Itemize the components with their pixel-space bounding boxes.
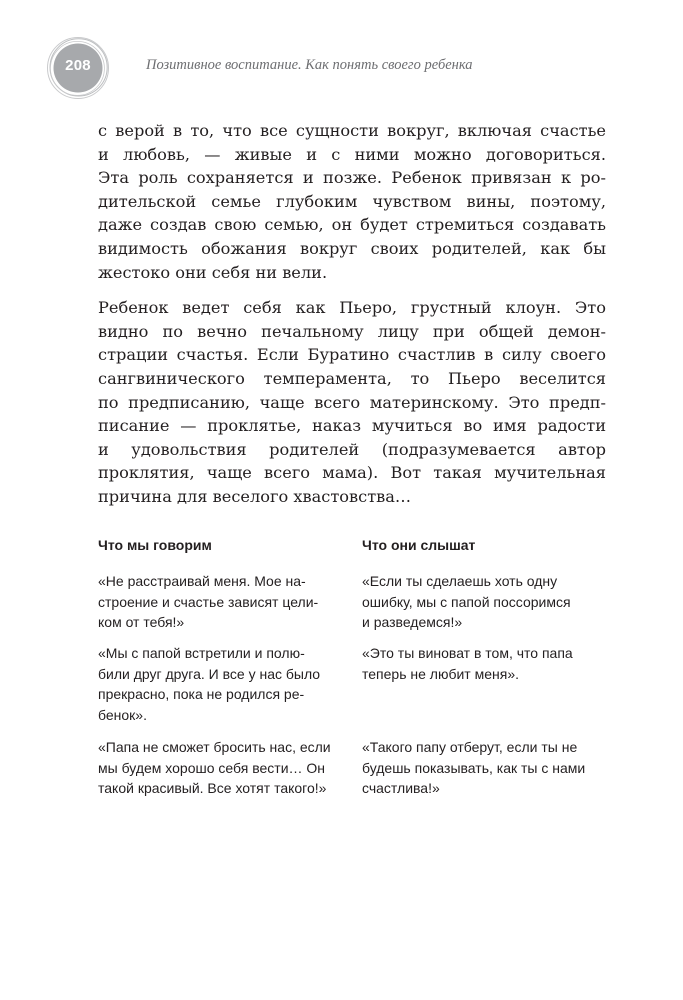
text-line: проклятия, чаще всего мама). Вот такая мучительная — [98, 463, 606, 483]
text-line: прекрасно, пока не родился ре- — [98, 686, 305, 702]
text-line: бенок». — [98, 706, 147, 723]
text-line: страции счастья. Если Буратино счастлив в силу своего — [98, 345, 606, 365]
column-header: Что мы говорим — [98, 537, 212, 553]
text-line: Ребенок ведет себя как Пьеро, грустный клоун. Это — [98, 298, 606, 318]
text-line: били друг друга. И все у нас было — [98, 665, 321, 682]
text-line: даже создав свою семью, он будет стремиться создавать — [98, 215, 606, 235]
table-cell — [98, 737, 348, 799]
text-line: мы будем хорошо себя вести… Он — [98, 759, 326, 776]
text-line: писание — проклятье, наказ мучиться во имя радости — [98, 416, 606, 436]
text-line: «Папа не сможет бросить нас, если — [98, 739, 331, 755]
text-line: ком от тебя!» — [98, 614, 185, 630]
paragraph — [98, 296, 606, 508]
running-header-title: Позитивное воспитание. Как понять своего ребенка — [146, 57, 473, 73]
table-cell — [98, 571, 348, 633]
text-line: ошибку, мы с папой поссоримся — [362, 593, 571, 610]
text-line: и любовь, — живые и с ними можно договориться. — [98, 144, 606, 164]
text-line: жестоко они себя ни вели. — [98, 262, 328, 282]
text-line: сангвинического темперамента, то Пьеро веселится — [98, 368, 606, 388]
table-cell — [362, 571, 608, 633]
text-line: и удовольствия родителей (подразумевается автор — [98, 439, 606, 459]
table-cell — [362, 737, 608, 799]
text-line: будешь показывать, как ты с нами — [362, 759, 586, 776]
text-line: счастлива!» — [362, 780, 440, 796]
table-cell — [98, 643, 348, 725]
text-line: видно по вечно печальному лицу при общей демон- — [98, 321, 606, 341]
text-line: строение и счастье зависят цели- — [98, 593, 319, 610]
text-line: «Не расстраивай меня. Мое на- — [98, 573, 306, 589]
text-line: такой красивый. Все хотят такого!» — [98, 780, 327, 796]
table-column-we-say — [98, 535, 348, 796]
column-header: Что они слышат — [362, 537, 476, 553]
text-line: «Мы с папой встретили и полю- — [98, 645, 305, 661]
table-cell — [362, 643, 608, 684]
paragraph — [98, 119, 606, 284]
text-line: Эта роль сохраняется и позже. Ребенок привязан к ро- — [98, 168, 606, 188]
page-number-badge — [46, 36, 110, 100]
text-line: видимость обожания вокруг своих родителей, как бы — [98, 238, 606, 258]
text-line: «Если ты сделаешь хоть одну — [362, 573, 558, 589]
text-line: по предписанию, чаще всего материнскому. Это предп- — [98, 392, 606, 412]
table-column-they-hear — [362, 535, 608, 796]
text-line: теперь не любит меня». — [362, 665, 519, 682]
body-text — [98, 119, 606, 509]
page-number: 208 — [65, 57, 91, 74]
text-line: дительской семье глубоким чувством вины, поэтому, — [98, 191, 606, 211]
text-line: с верой в то, что все сущности вокруг, включая счастье — [98, 121, 606, 140]
text-line: и разведемся!» — [362, 614, 463, 630]
text-line: «Такого папу отберут, если ты не — [362, 739, 578, 755]
text-line: «Это ты виноват в том, что папа — [362, 645, 573, 661]
text-line: причина для веселого хвастовства… — [98, 486, 412, 506]
